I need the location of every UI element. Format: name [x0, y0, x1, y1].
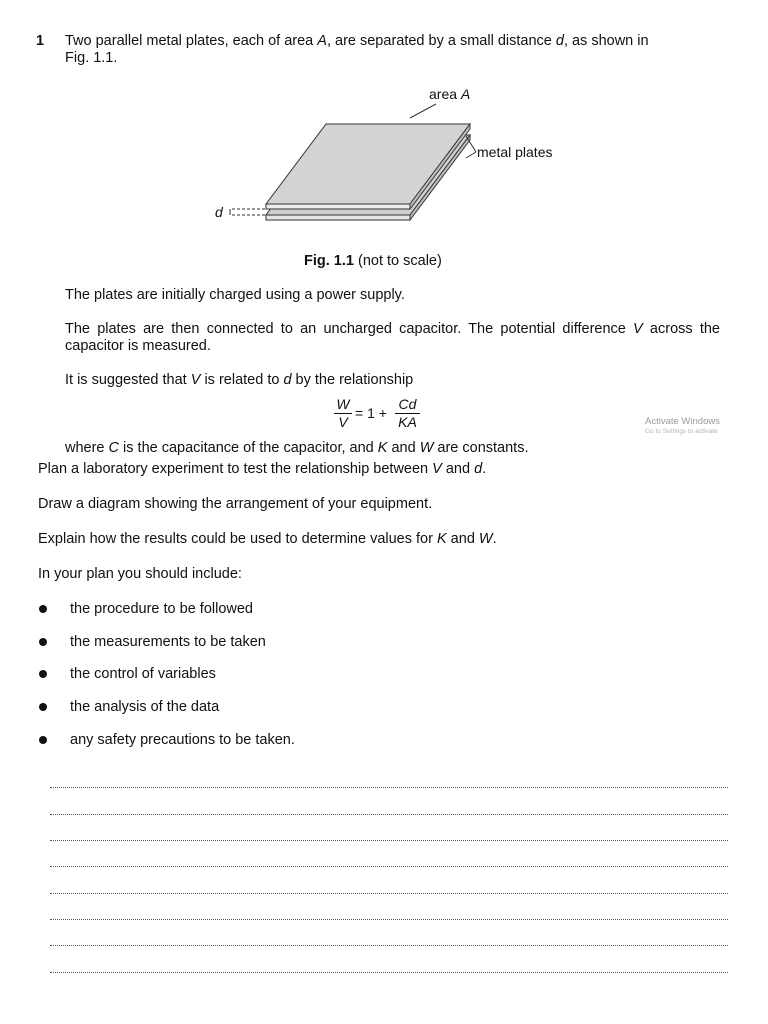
answer-line[interactable] — [50, 919, 728, 920]
answer-line[interactable] — [50, 893, 728, 894]
answer-line[interactable] — [50, 972, 728, 973]
explain-instruction: Explain how the results could be used to determine values for K and W. — [38, 531, 497, 547]
paragraph-relationship: It is suggested that V is related to d by the relationship — [65, 372, 414, 388]
bullet-safety: any safety precautions to be taken. — [70, 732, 295, 748]
equation-lhs-denominator: V — [338, 414, 348, 430]
answer-line[interactable] — [50, 945, 728, 946]
bullet-analysis: the analysis of the data — [70, 699, 220, 715]
equation-middle: = 1 + — [355, 405, 387, 421]
paragraph-charging: The plates are initially charged using a power supply. — [65, 287, 405, 303]
equation — [330, 396, 430, 432]
intro-line-1: Two parallel metal plates, each of area A, are separated by a small distance d, as shown in — [65, 33, 649, 49]
area-leader-line — [410, 104, 436, 118]
diagram-instruction: Draw a diagram showing the arrangement of your equipment. — [38, 496, 433, 512]
equation-lhs-numerator: W — [336, 396, 350, 412]
bullet-dot — [39, 638, 47, 646]
plates-leader-line-bottom — [466, 152, 476, 158]
top-plate-front-edge — [266, 204, 410, 209]
question-number: 1 — [36, 33, 45, 49]
intro-line-2: Fig. 1.1. — [65, 50, 118, 66]
equation-rhs-denominator: KA — [398, 414, 417, 430]
d-label: d — [215, 204, 223, 220]
metal-plates-label: metal plates — [477, 144, 553, 160]
figure-caption: Fig. 1.1 (not to scale) — [304, 253, 442, 269]
bullet-measurements: the measurements to be taken — [70, 634, 266, 650]
bullet-dot — [39, 736, 47, 744]
answer-line[interactable] — [50, 787, 728, 788]
answer-line[interactable] — [50, 866, 728, 867]
equation-rhs-numerator: Cd — [398, 396, 417, 412]
parallel-plates-figure — [200, 80, 580, 240]
area-label: area A — [429, 86, 471, 102]
bullet-dot — [39, 703, 47, 711]
activate-windows-watermark: Activate Windows — [645, 416, 720, 427]
bullet-dot — [39, 605, 47, 613]
bullet-variables: the control of variables — [70, 666, 216, 682]
paragraph-constants: where C is the capacitance of the capacitor, and K and W are constants. — [65, 440, 529, 456]
answer-line[interactable] — [50, 840, 728, 841]
question-intro — [65, 33, 720, 67]
bottom-plate-front-edge — [266, 215, 410, 220]
answer-line[interactable] — [50, 814, 728, 815]
bullet-dot — [39, 670, 47, 678]
bullet-procedure: the procedure to be followed — [70, 601, 253, 617]
plan-instruction: Plan a laboratory experiment to test the relationship between V and d. — [38, 461, 487, 477]
paragraph-connection: The plates are then connected to an uncharged capacitor. The potential difference V across the capacitor is measured. — [65, 321, 720, 354]
include-heading: In your plan you should include: — [38, 566, 242, 582]
activate-windows-subtext: Go to Settings to activate — [645, 428, 718, 435]
